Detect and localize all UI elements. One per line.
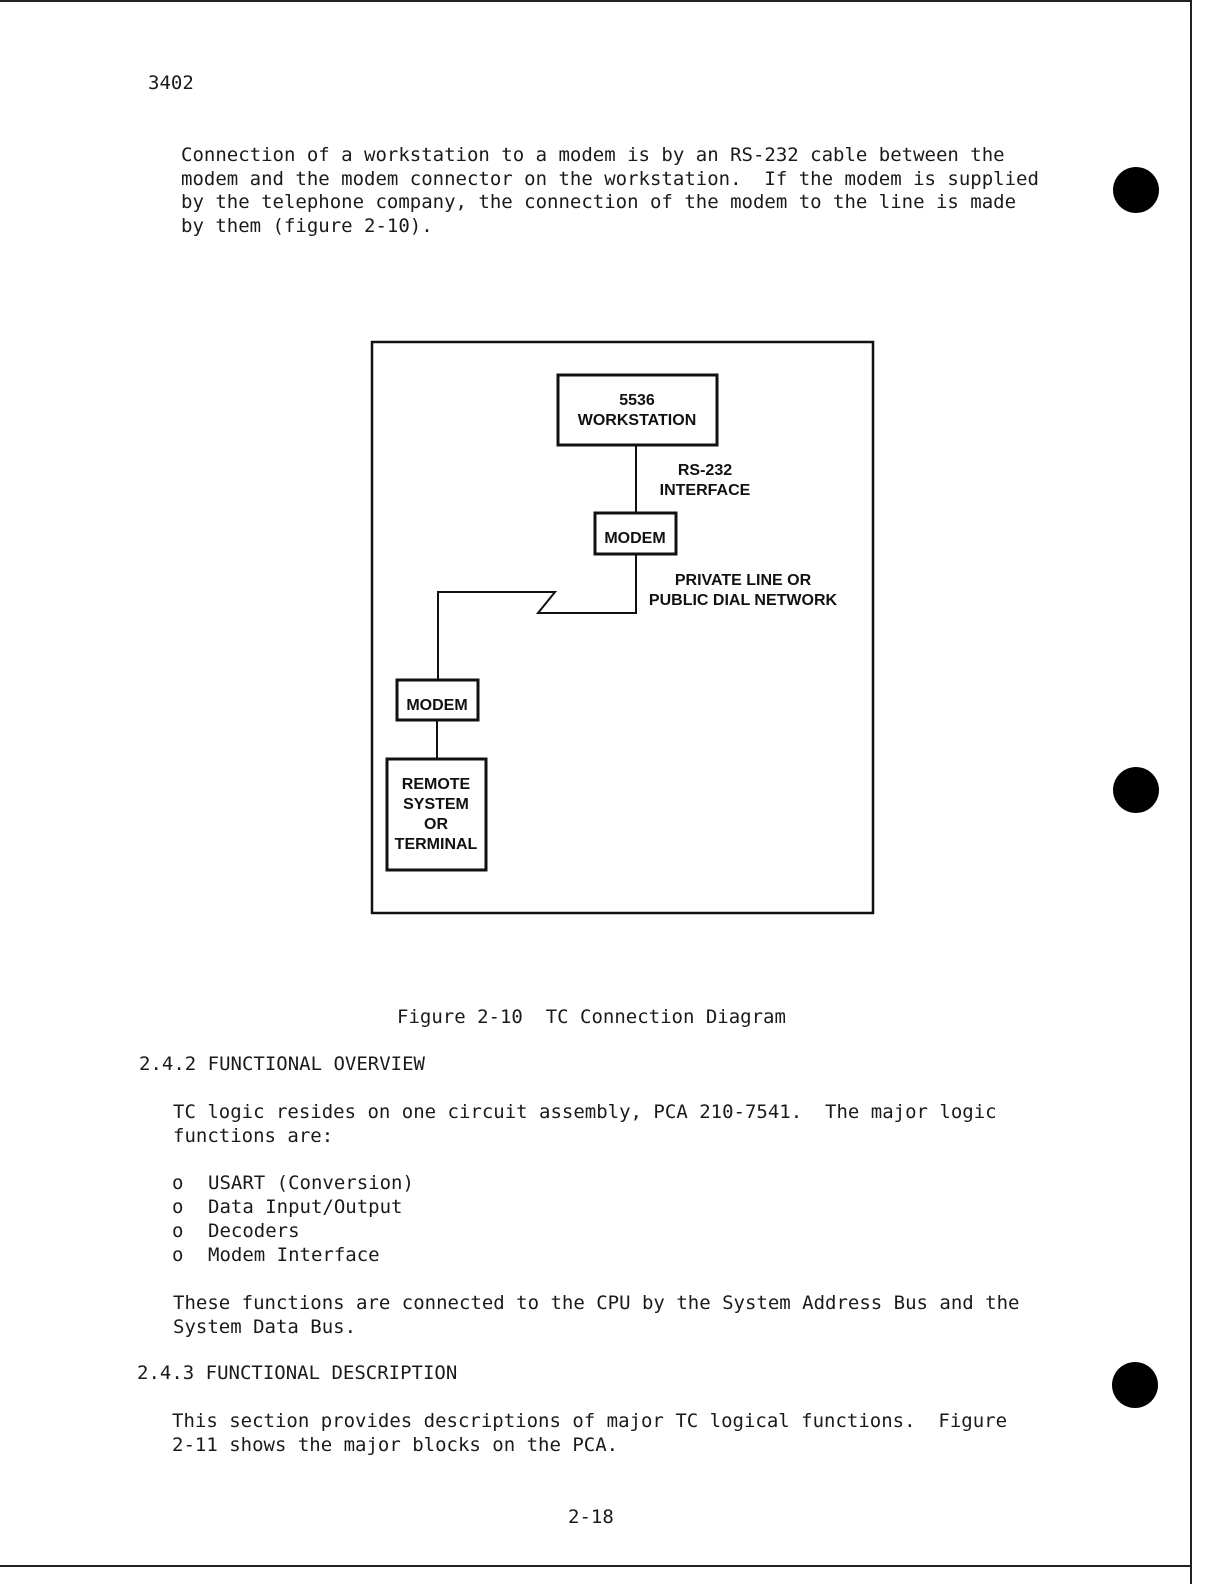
overview-line: TC logic resides on one circuit assembly, PCA 210-7541. The major logic (173, 1101, 997, 1123)
network-connection-line (438, 554, 636, 680)
interface-label-line1: RS-232 (677, 462, 733, 479)
description-line: This section provides descriptions of major TC logical functions. Figure (172, 1410, 1008, 1432)
bullet-marker: o (172, 1172, 184, 1194)
workstation-label-line1: 5536 (619, 392, 655, 409)
remote-label-line2: SYSTEM (403, 796, 469, 813)
interface-label-line2: INTERFACE (659, 482, 751, 499)
workstation-box (558, 375, 717, 445)
remote-label-line4: TERMINAL (394, 836, 478, 853)
page-header-number: 3402 (148, 72, 194, 94)
description-line: 2-11 shows the major blocks on the PCA. (172, 1433, 619, 1456)
closing-line: System Data Bus. (173, 1315, 357, 1338)
remote-label-line1: REMOTE (401, 776, 471, 793)
overview-paragraph (173, 1101, 997, 1148)
bullet-text: Modem Interface (208, 1244, 380, 1266)
section-heading-functional-description: 2.4.3 FUNCTIONAL DESCRIPTION (137, 1362, 458, 1384)
list-item (172, 1195, 414, 1219)
list-item (172, 1171, 414, 1195)
bullet-text: USART (Conversion) (208, 1172, 414, 1194)
bottom-modem-label: MODEM (406, 697, 468, 714)
list-item (172, 1243, 414, 1267)
network-label-line2: PUBLIC DIAL NETWORK (648, 592, 838, 609)
list-item (172, 1219, 414, 1243)
intro-line: Connection of a workstation to a modem is by an RS-232 cable between the (181, 144, 1005, 166)
closing-paragraph (173, 1292, 1019, 1339)
intro-line: by them (figure 2-10). (181, 214, 433, 237)
page-footer-number: 2-18 (568, 1506, 614, 1528)
bullet-marker: o (172, 1220, 184, 1242)
top-modem-label: MODEM (604, 530, 666, 547)
remote-label-line3: OR (424, 816, 448, 833)
description-paragraph (172, 1410, 1007, 1457)
bullet-marker: o (172, 1196, 184, 1218)
closing-line: These functions are connected to the CPU by the System Address Bus and the (173, 1292, 1020, 1314)
bottom-border-line (0, 1565, 1190, 1567)
overview-line: functions are: (173, 1124, 334, 1147)
bullet-text: Data Input/Output (208, 1196, 403, 1218)
punch-hole-dot (1112, 1362, 1158, 1408)
bullet-text: Decoders (208, 1220, 300, 1242)
bullet-marker: o (172, 1244, 184, 1266)
intro-line: by the telephone company, the connection of the modem to the line is made (181, 191, 1017, 213)
network-label-line1: PRIVATE LINE OR (674, 572, 812, 589)
workstation-label-line2: WORKSTATION (577, 412, 697, 429)
function-bullet-list (172, 1171, 414, 1267)
section-heading-functional-overview: 2.4.2 FUNCTIONAL OVERVIEW (139, 1053, 425, 1075)
figure-caption: Figure 2-10 TC Connection Diagram (397, 1006, 786, 1028)
intro-line: modem and the modem connector on the workstation. If the modem is supplied (181, 167, 1039, 190)
